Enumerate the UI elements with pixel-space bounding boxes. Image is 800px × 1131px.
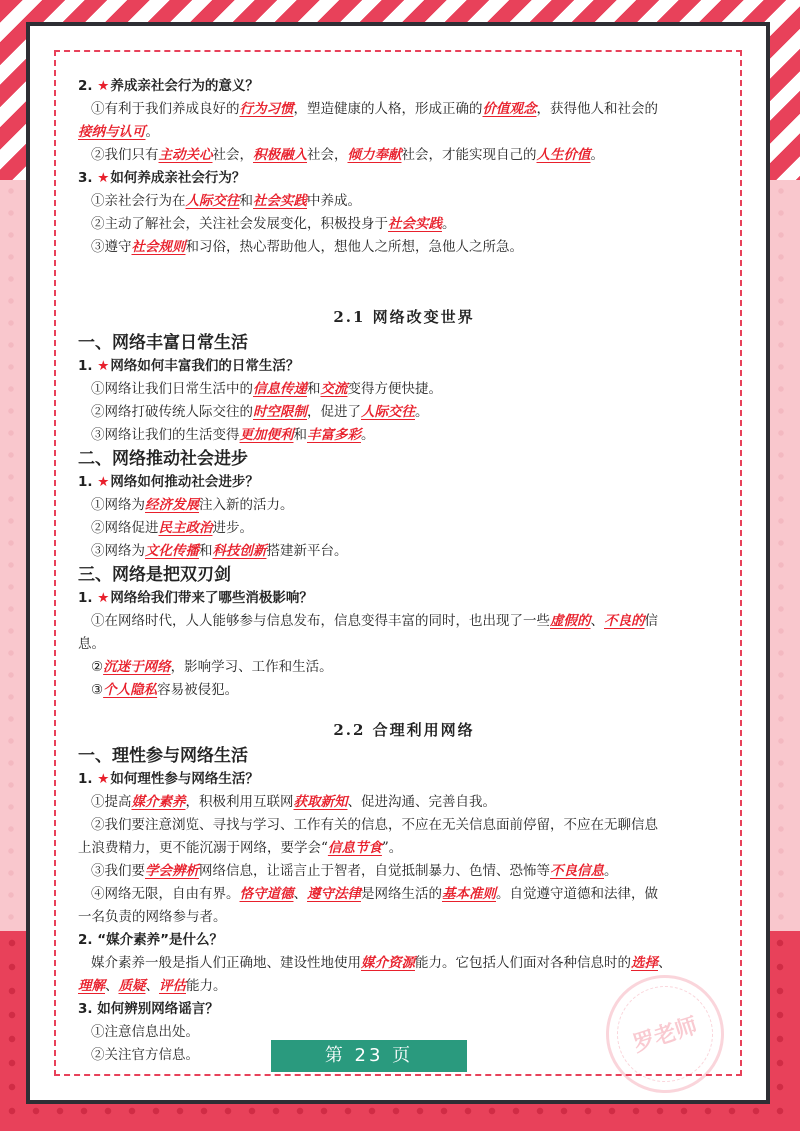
keyword: 信息传递	[253, 381, 307, 397]
question-heading	[78, 587, 730, 610]
paragraph-line	[78, 401, 730, 424]
paragraph-line	[78, 494, 730, 517]
keyword: 理解	[78, 978, 105, 994]
question-number: 2.	[78, 932, 93, 948]
text-run: ①网络让我们日常生活中的	[91, 381, 253, 397]
text-run: ”。	[381, 840, 403, 856]
question-number: 1.	[78, 358, 93, 374]
text-run: ②关注官方信息。	[91, 1047, 199, 1063]
text-run: ②我们要注意浏览、寻找与学习、工作有关的信息，不应在无关信息面前停留，不应在无聊信息	[91, 817, 658, 833]
keyword: 社会实践	[388, 216, 442, 232]
text-run: 、	[658, 955, 672, 971]
chapter-title: 2.2 合理利用网络	[333, 721, 475, 739]
text-run: 。	[590, 147, 604, 163]
text-run: ①亲社会行为在	[91, 193, 186, 209]
keyword: 恪守道德	[239, 886, 294, 902]
keyword: 不良的	[604, 613, 645, 629]
text-run: 上浪费精力，更不能沉溺于网络，要学会“	[78, 840, 328, 856]
text-run: 进步。	[212, 520, 253, 536]
text-run: 搭建新平台。	[266, 543, 348, 559]
text-run: ，塑造健康的人格，形成正确的	[293, 101, 483, 117]
keyword: 学会辨析	[145, 863, 199, 879]
text-run: 社会，	[212, 147, 253, 163]
text-run: 息。	[78, 636, 105, 652]
text-run: 。	[442, 216, 456, 232]
keyword: 科技创新	[212, 543, 267, 559]
text-run: 一名负责的网络参与者。	[78, 909, 227, 925]
keyword: 更加便利	[239, 427, 294, 443]
paragraph-line	[78, 633, 730, 656]
text-run: 、	[145, 978, 159, 994]
keyword: 质疑	[118, 978, 146, 994]
paragraph-line	[78, 190, 730, 213]
question-text: 如何辨别网络谣言？	[97, 1001, 219, 1017]
star-icon: ★	[97, 771, 110, 787]
paragraph-line	[78, 656, 730, 679]
question-heading	[78, 75, 730, 98]
text-run: 、	[590, 613, 604, 629]
keyword: 获取新知	[293, 794, 348, 810]
star-icon: ★	[97, 590, 110, 606]
keyword: 价值观念	[482, 101, 537, 117]
document-body	[78, 75, 730, 1067]
text-run: 信	[644, 613, 658, 629]
paragraph-line	[78, 679, 730, 702]
text-run: ②网络促进	[91, 520, 159, 536]
text-run: 能力。它包括人们面对各种信息时的	[415, 955, 631, 971]
text-run: 社会，	[307, 147, 348, 163]
keyword: 社会实践	[253, 193, 307, 209]
text-run: 、促进沟通、完善自我。	[347, 794, 496, 810]
keyword: 媒介资源	[361, 955, 415, 971]
text-run: ①提高	[91, 794, 132, 810]
text-run: 中养成。	[307, 193, 361, 209]
paragraph-line	[78, 213, 730, 236]
keyword: 媒介素养	[131, 794, 186, 810]
spacer	[78, 702, 730, 716]
question-text: 如何养成亲社会行为？	[110, 170, 246, 186]
text-run: 。	[604, 863, 618, 879]
text-run: 和习俗，热心帮助他人，想他人之所想，急他人之所急。	[185, 239, 523, 255]
chapter-title: 2.1 网络改变世界	[333, 308, 475, 326]
paragraph-line	[78, 952, 730, 975]
page-number-badge: 第 23 页	[271, 1040, 467, 1072]
text-run: ①网络为	[91, 497, 145, 513]
question-heading	[78, 167, 730, 190]
text-run: ，积极利用互联网	[185, 794, 294, 810]
text-run: ①注意信息出处。	[91, 1024, 199, 1040]
question-text: 网络如何丰富我们的日常生活？	[110, 358, 300, 374]
stamp-text: 罗老师	[630, 1013, 701, 1058]
text-run: 、	[293, 886, 307, 902]
paragraph-line	[78, 98, 730, 121]
text-run: ②	[91, 659, 104, 675]
text-run: ①有利于我们养成良好的	[91, 101, 240, 117]
keyword: 选择	[631, 955, 658, 971]
keyword: 主动关心	[158, 147, 213, 163]
question-heading	[78, 355, 730, 378]
star-icon: ★	[97, 358, 110, 374]
question-number: 2.	[78, 78, 93, 94]
star-icon: ★	[97, 474, 110, 490]
question-heading	[78, 929, 730, 952]
text-run: 是网络生活的	[361, 886, 442, 902]
paragraph-line	[78, 906, 730, 929]
keyword: 个人隐私	[103, 682, 158, 698]
text-run: 和	[307, 381, 321, 397]
paragraph-line	[78, 540, 730, 563]
question-heading	[78, 471, 730, 494]
paragraph-line	[78, 378, 730, 401]
keyword: 社会规则	[131, 239, 186, 255]
text-run: ②我们只有	[91, 147, 159, 163]
text-run: ，促进了	[307, 404, 361, 420]
question-number: 3.	[78, 170, 93, 186]
question-number: 1.	[78, 590, 93, 606]
paragraph-line	[78, 860, 730, 883]
question-text: 网络如何推动社会进步？	[110, 474, 259, 490]
text-run: 媒介素养一般是指人们正确地、建设性地使用	[91, 955, 361, 971]
text-run: 容易被侵犯。	[157, 682, 239, 698]
text-run: 和	[199, 543, 213, 559]
keyword: 文化传播	[145, 543, 199, 559]
question-text: 如何理性参与网络生活？	[110, 771, 259, 787]
keyword: 经济发展	[145, 497, 199, 513]
keyword: 遵守法律	[307, 886, 361, 902]
text-run: ③网络让我们的生活变得	[91, 427, 240, 443]
keyword: 人际交往	[361, 404, 415, 420]
section-heading: 三、网络是把双刃剑	[78, 565, 231, 585]
text-run: ③我们要	[91, 863, 145, 879]
question-number: 1.	[78, 474, 93, 490]
text-run: 和	[239, 193, 253, 209]
paragraph-line	[78, 610, 730, 633]
keyword: 丰富多彩	[307, 427, 361, 443]
keyword: 时空限制	[253, 404, 307, 420]
paragraph-line	[78, 883, 730, 906]
keyword: 积极融入	[253, 147, 307, 163]
star-icon: ★	[97, 170, 110, 186]
keyword: 不良信息	[550, 863, 604, 879]
paragraph-line	[78, 424, 730, 447]
text-run: ③	[91, 682, 104, 698]
text-run: 。	[415, 404, 429, 420]
text-run: 网络信息，让谣言止于智者，自觉抵制暴力、色情、恐怖等	[199, 863, 550, 879]
text-run: 、	[105, 978, 119, 994]
text-run: 。	[145, 124, 159, 140]
text-run: ③网络为	[91, 543, 145, 559]
paragraph-line	[78, 837, 730, 860]
keyword: 接纳与认可	[78, 124, 146, 140]
question-text: 网络给我们带来了哪些消极影响？	[110, 590, 313, 606]
text-run: ，影响学习、工作和生活。	[170, 659, 333, 675]
text-run: ②主动了解社会，关注社会发展变化，积极投身于	[91, 216, 388, 232]
paragraph-line	[78, 144, 730, 167]
paragraph-line	[78, 791, 730, 814]
text-run: 。	[361, 427, 375, 443]
text-run: 变得方便快捷。	[347, 381, 442, 397]
text-run: ②网络打破传统人际交往的	[91, 404, 253, 420]
keyword: 民主政治	[158, 520, 213, 536]
keyword: 基本准则	[442, 886, 496, 902]
keyword: 人生价值	[536, 147, 591, 163]
text-run: ③遵守	[91, 239, 132, 255]
keyword: 人际交往	[185, 193, 240, 209]
question-number: 3.	[78, 1001, 93, 1017]
text-run: 。自觉遵守道德和法律，做	[496, 886, 658, 902]
question-number: 1.	[78, 771, 93, 787]
text-run: ④网络无限，自由有界。	[91, 886, 240, 902]
keyword: 评估	[159, 978, 186, 994]
section-heading: 一、网络丰富日常生活	[78, 333, 248, 353]
paragraph-line	[78, 517, 730, 540]
question-text: 养成亲社会行为的意义？	[110, 78, 259, 94]
text-run: 注入新的活力。	[199, 497, 294, 513]
question-heading	[78, 768, 730, 791]
keyword: 信息节食	[327, 840, 382, 856]
paragraph-line	[78, 236, 730, 259]
keyword: 交流	[320, 381, 348, 397]
keyword: 倾力奉献	[347, 147, 402, 163]
text-run: 和	[293, 427, 307, 443]
keyword: 沉迷于网络	[103, 659, 171, 675]
text-run: 能力。	[186, 978, 227, 994]
text-run: ①在网络时代，人人能够参与信息发布，信息变得丰富的同时，也出现了一些	[91, 613, 550, 629]
star-icon: ★	[97, 78, 110, 94]
text-run: ，获得他人和社会的	[536, 101, 658, 117]
keyword: 虚假的	[550, 613, 591, 629]
paragraph-line	[78, 814, 730, 837]
question-text: “媒介素养”是什么？	[97, 932, 223, 948]
keyword: 行为习惯	[239, 101, 294, 117]
text-run: 社会，才能实现自己的	[401, 147, 537, 163]
paragraph-line	[78, 121, 730, 144]
section-heading: 二、网络推动社会进步	[78, 449, 248, 469]
spacer	[78, 259, 730, 303]
section-heading: 一、理性参与网络生活	[78, 746, 248, 766]
